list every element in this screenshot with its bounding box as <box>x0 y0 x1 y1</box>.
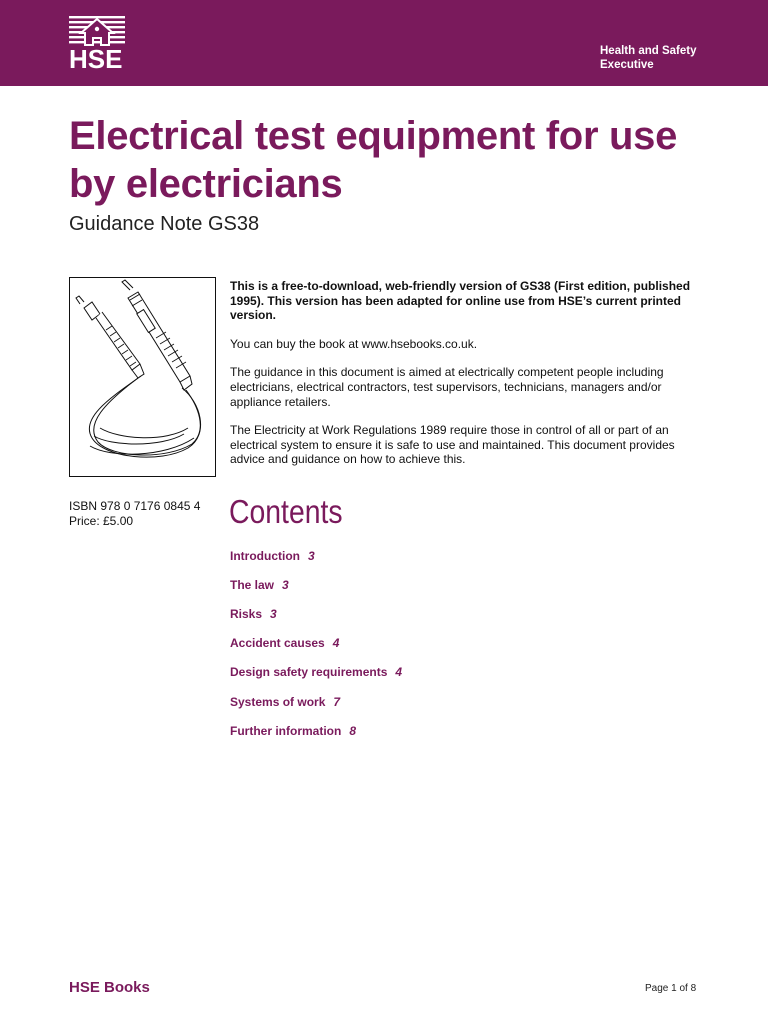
org-line-2: Executive <box>600 59 654 71</box>
isbn-block <box>69 499 200 528</box>
toc-item-further-information[interactable] <box>230 716 630 745</box>
toc-item-page: 4 <box>332 636 340 651</box>
toc-item-the-law[interactable] <box>230 570 630 599</box>
toc-item-label: Design safety requirements <box>230 665 388 680</box>
footer-publisher: HSE Books <box>69 979 150 996</box>
toc-item-page: 8 <box>349 723 357 738</box>
price-line: Price: £5.00 <box>69 513 134 528</box>
toc-item-label: Risks <box>230 606 263 621</box>
toc-item-page: 3 <box>307 548 315 563</box>
toc-item-page: 7 <box>333 694 341 709</box>
toc-item-accident-causes[interactable] <box>230 629 630 658</box>
intro-audience-paragraph: The guidance in this document is aimed at electrically competent people including electricians, electrical contractors, test supervisors, technicians, managers and/or appliance retailers. <box>230 365 664 409</box>
toc-item-risks[interactable] <box>230 599 630 628</box>
contents-heading: Contents <box>229 493 343 530</box>
toc-item-introduction[interactable] <box>230 541 630 570</box>
intro-bold-paragraph: This is a free-to-download, web-friendly version of GS38 (First edition, published 1995). This version has been adapted for online use from HSE’s current printed version. <box>230 279 691 323</box>
toc-item-label: Further information <box>230 723 342 738</box>
organisation-name <box>600 44 740 72</box>
toc-item-page: 3 <box>270 606 277 621</box>
intro-buy-paragraph: You can buy the book at www.hsebooks.co.uk. <box>230 336 478 351</box>
footer-page-number: Page 1 of 8 <box>645 983 697 994</box>
document-title: Electrical test equipment for use by electricians <box>69 114 678 206</box>
isbn-line: ISBN 978 0 7176 0845 4 <box>69 499 201 513</box>
toc-item-label: Introduction <box>230 548 300 563</box>
header-banner <box>0 0 768 86</box>
intro-text <box>230 279 710 481</box>
intro-regulations-paragraph: The Electricity at Work Regulations 1989 require those in control of all or part of an electrical system to ensure it is safe to use and maintained. This document provides advice and guidance on how to achieve this. <box>230 423 675 467</box>
document-subtitle: Guidance Note GS38 <box>69 213 260 235</box>
toc-item-label: Systems of work <box>230 694 326 709</box>
toc-item-design-safety-requirements[interactable] <box>230 658 630 687</box>
toc-item-label: Accident causes <box>230 636 325 651</box>
toc-item-systems-of-work[interactable] <box>230 687 630 716</box>
voltage-tester-figure <box>69 277 216 477</box>
org-line-1: Health and Safety <box>600 45 697 57</box>
hse-logo-text: HSE <box>69 44 123 74</box>
table-of-contents <box>230 541 630 745</box>
toc-item-label: The law <box>230 577 275 592</box>
toc-item-page: 4 <box>395 665 403 680</box>
toc-item-page: 3 <box>282 577 289 592</box>
voltage-tester-illustration-icon <box>70 278 215 476</box>
